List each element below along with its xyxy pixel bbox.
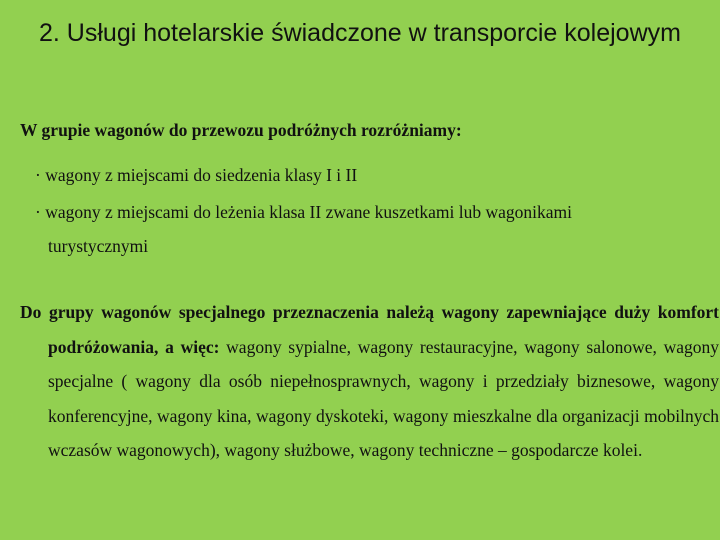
- paragraph-bold-lead: Do grupy wagonów specjalnego przeznaczenia należą wagony zapewniające duży komfort podróżowania, a więc:: [20, 302, 719, 357]
- bullet-text-continued: turystycznymi: [48, 236, 149, 256]
- bullet-item-2: [35, 195, 705, 263]
- special-wagons-paragraph: [20, 295, 719, 468]
- bullet-item-1: [35, 158, 705, 192]
- paragraph-rest: wagony sypialne, wagony restauracyjne, wagony salonowe, wagony specjalne ( wagony dla osób niepełnosprawnych, wagony i przedziały biznesowe, wagony konferencyjne, wagony kina, wagony dyskoteki, wagony mieszkalne dla organizacji mobilnych wczasów wagonowych), wagony służbowe, wagony techniczne – gospodarcze kolei.: [48, 336, 719, 460]
- bullet-marker: ·: [35, 202, 41, 222]
- bullet-marker: ·: [35, 165, 41, 185]
- slide-title: 2. Usługi hotelarskie świadczone w transporcie kolejowym: [39, 19, 681, 47]
- bullet-text: wagony z miejscami do siedzenia klasy I i II: [45, 165, 358, 185]
- intro-text: W grupie wagonów do przewozu podróżnych rozróżniamy:: [20, 120, 462, 140]
- bullet-text: wagony z miejscami do leżenia klasa II zwane kuszetkami lub wagonikami: [45, 202, 572, 222]
